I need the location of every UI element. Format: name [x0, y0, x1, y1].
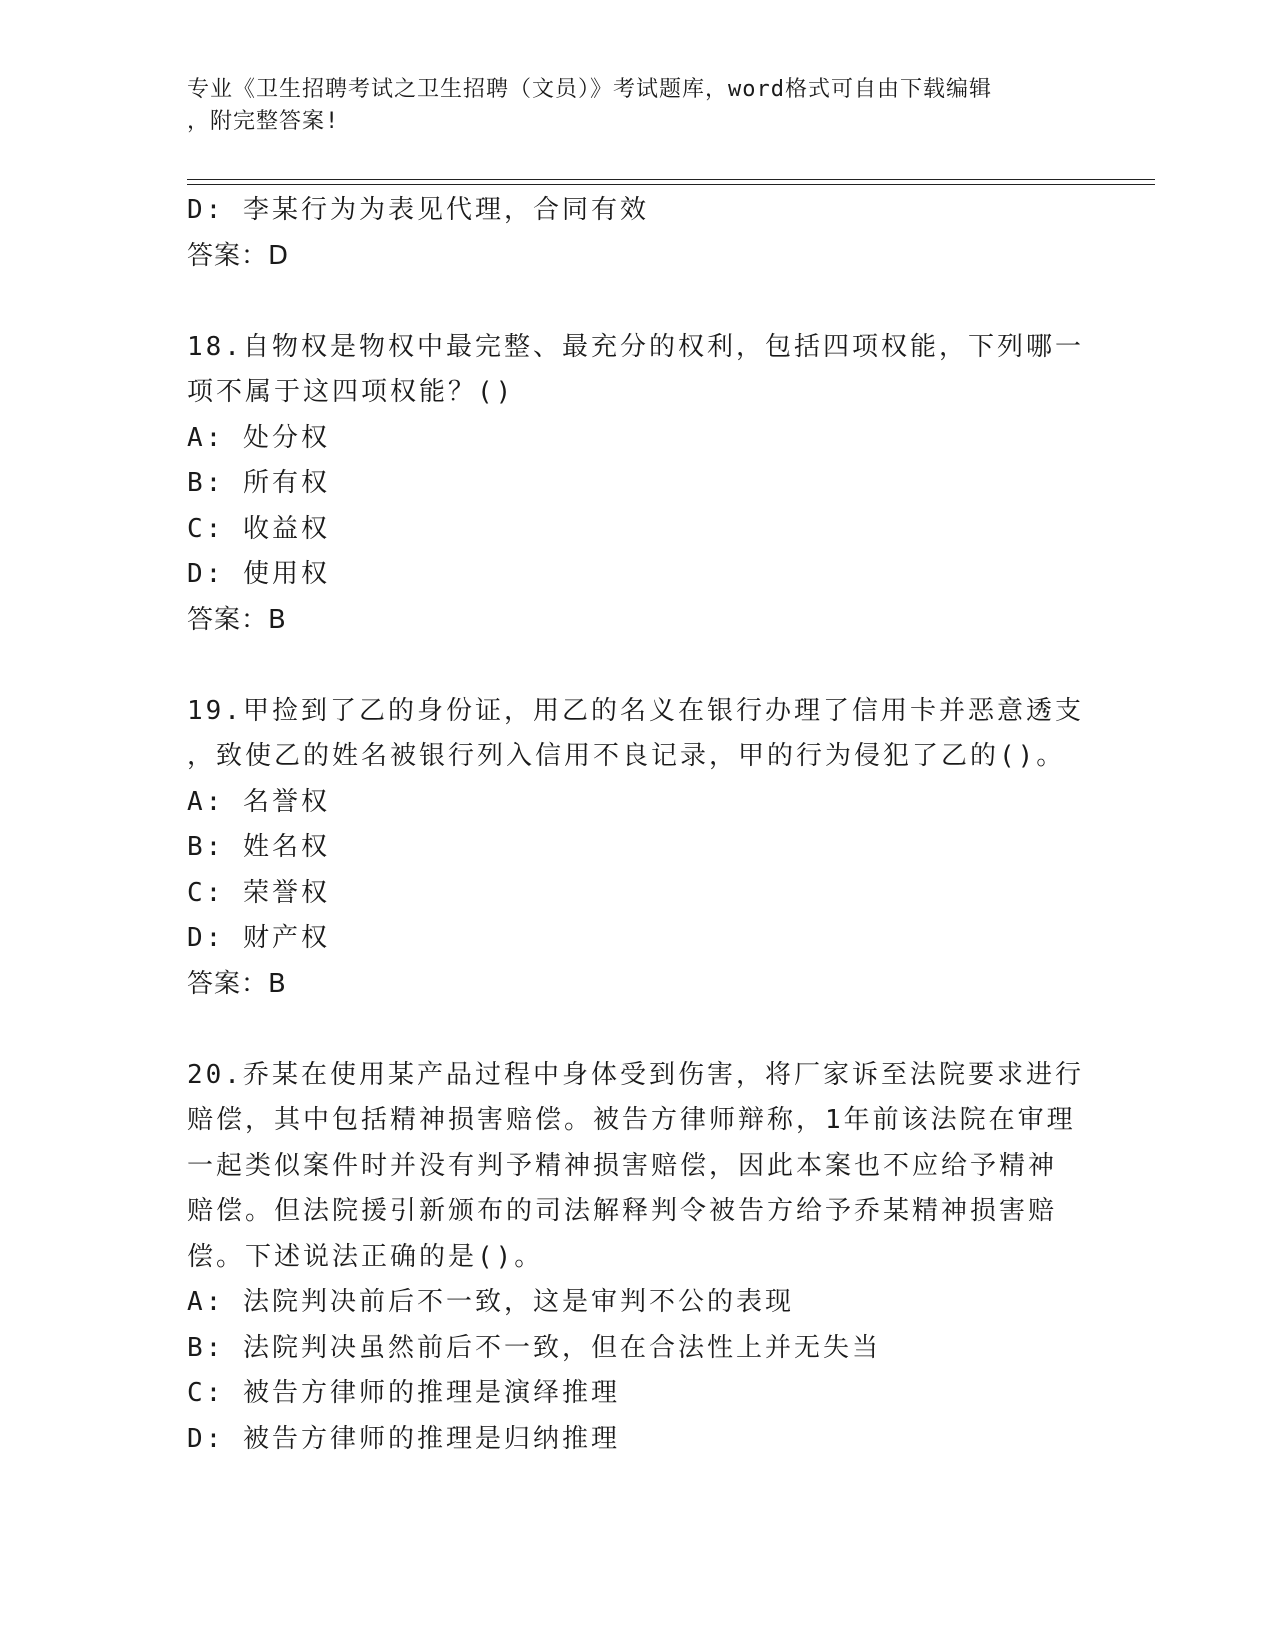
question-stem-line: 项不属于这四项权能？()	[187, 377, 515, 407]
option-a: A: 法院判决前后不一致，这是审判不公的表现	[187, 1287, 794, 1317]
option-d: D: 被告方律师的推理是归纳推理	[187, 1423, 620, 1454]
question-stem-line: 19.甲捡到了乙的身份证，用乙的名义在银行办理了信用卡并恶意透支	[187, 695, 1084, 726]
question-17-tail	[187, 188, 1087, 279]
option-a: A: 名誉权	[187, 786, 330, 817]
spacer	[187, 643, 1087, 689]
spacer	[187, 1007, 1087, 1053]
option-d: D: 使用权	[187, 559, 330, 589]
question-20	[187, 1053, 1087, 1463]
question-stem-line: 20.乔某在使用某产品过程中身体受到伤害，将厂家诉至法院要求进行	[187, 1059, 1084, 1090]
header-title-line-1: 专业《卫生招聘考试之卫生招聘（文员）》考试题库，word格式可自由下载编辑	[187, 77, 992, 102]
header-title-line-2: ，附完整答案!	[187, 109, 340, 134]
option-b: B: 所有权	[187, 468, 330, 498]
question-stem-line: 一起类似案件时并没有判予精神损害赔偿，因此本案也不应给予精神	[187, 1150, 1058, 1181]
question-stem-line: ，致使乙的姓名被银行列入信用不良记录，甲的行为侵犯了乙的()。	[187, 741, 1066, 771]
option-b: B: 姓名权	[187, 832, 330, 862]
option-d: D: 财产权	[187, 923, 330, 953]
option-b: B: 法院判决虽然前后不一致，但在合法性上并无失当	[187, 1332, 881, 1363]
option-c: C: 被告方律师的推理是演绎推理	[187, 1378, 620, 1408]
answer-line: 答案：B	[187, 968, 287, 999]
question-stem-line: 赔偿，其中包括精神损害赔偿。被告方律师辩称，1年前该法院在审理	[187, 1105, 1076, 1135]
option-c: C: 荣誉权	[187, 877, 330, 908]
option-a: A: 处分权	[187, 422, 330, 453]
option-d: D: 李某行为为表见代理，合同有效	[187, 195, 649, 225]
answer-line: 答案：D	[187, 240, 290, 271]
header-divider-bottom	[187, 184, 1155, 185]
option-c: C: 收益权	[187, 513, 330, 544]
question-stem-line: 赔偿。但法院援引新颁布的司法解释判令被告方给予乔某精神损害赔	[187, 1196, 1058, 1226]
header-divider-top	[187, 179, 1155, 180]
question-stem-line: 偿。下述说法正确的是()。	[187, 1241, 544, 1272]
question-stem-line: 18.自物权是物权中最完整、最充分的权利，包括四项权能，下列哪一	[187, 331, 1084, 362]
question-list	[187, 188, 1087, 1462]
question-18	[187, 325, 1087, 644]
question-19	[187, 689, 1087, 1008]
document-header	[187, 74, 1067, 138]
spacer	[187, 279, 1087, 325]
answer-line: 答案：B	[187, 604, 287, 635]
